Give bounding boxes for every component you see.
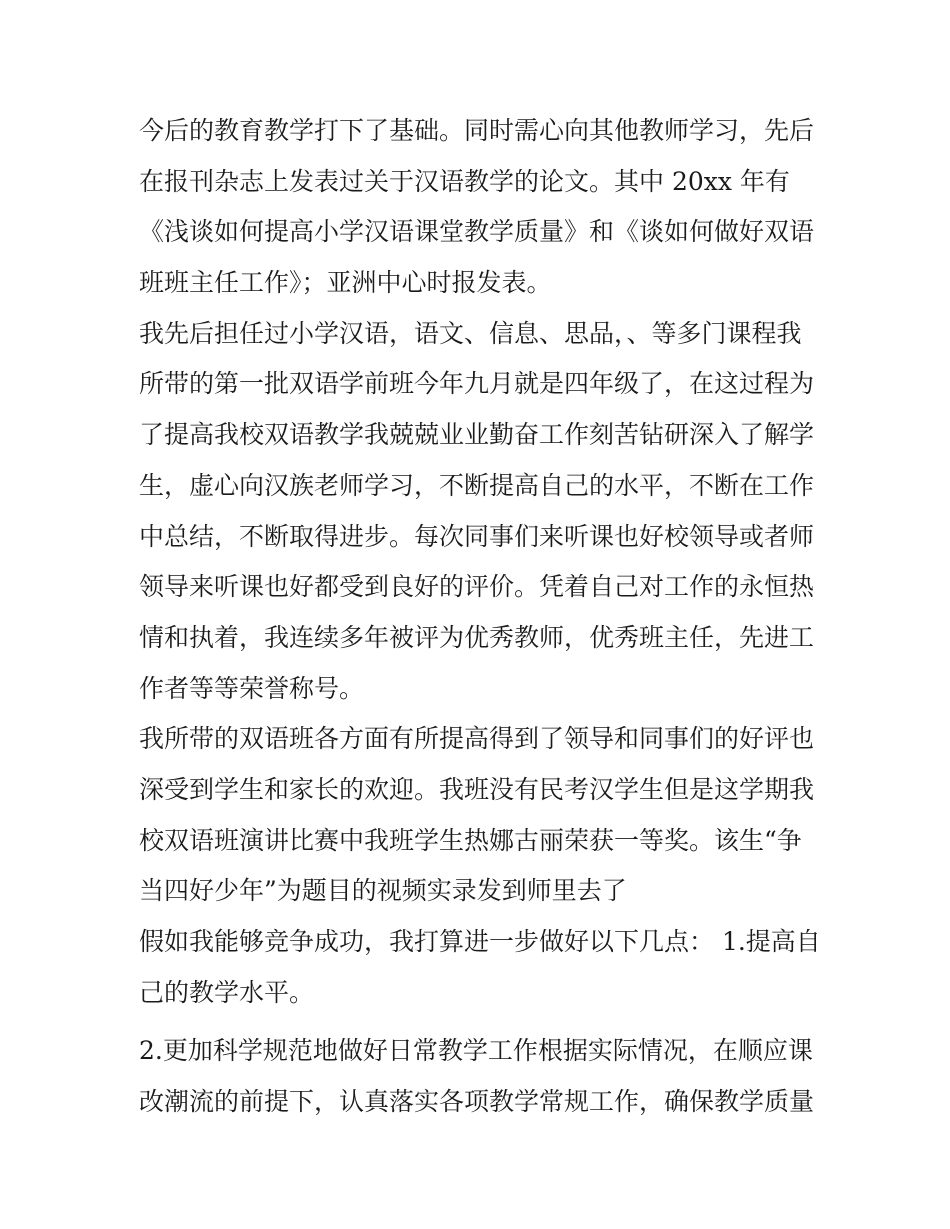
paragraph-2 [139, 309, 814, 715]
paragraph-1 [139, 106, 814, 309]
text-line: 今后的教育教学打下了基础。同时需心向其他教师学习，先后 [139, 116, 815, 145]
text-line: 班班主任工作》；亚洲中心时报发表。 [139, 268, 552, 298]
text-line: 领导来听课也好都受到良好的评价。凭着自己对工作的永恒热 [139, 572, 815, 602]
text-line: 假如我能够竞争成功，我打算进一步做好以下几点： 1.提高自 [139, 927, 821, 956]
text-line: 我所带的双语班各方面有所提高得到了领导和同事们的好评也 [139, 724, 815, 754]
text-line: 我先后担任过小学汉语，语文、信息、思品，、等多门课程我 [139, 318, 802, 348]
text-line: 情和执着，我连续多年被评为优秀教师，优秀班主任，先进工 [139, 622, 815, 652]
paragraph-4 [139, 917, 821, 1018]
paragraph-5 [139, 1026, 814, 1127]
text-line: 所带的第一批双语学前班今年九月就是四年级了，在这过程为 [139, 369, 815, 399]
text-line: 深受到学生和家长的欢迎。我班没有民考汉学生但是这学期我 [139, 774, 815, 804]
text-line: 己的教学水平。 [139, 977, 315, 1007]
text-line: 2.更加科学规范地做好日常教学工作根据实际情况，在顺应课 [139, 1036, 813, 1066]
document-body [139, 106, 821, 1128]
text-line: 《浅谈如何提高小学汉语课堂教学质量》和《谈如何做好双语 [139, 217, 815, 247]
text-line: 了提高我校双语教学我兢兢业业勤奋工作刻苦钻研深入了解学 [139, 420, 815, 450]
text-line: 校双语班演讲比赛中我班学生热娜古丽荣获一等奖。该生“争 [139, 825, 802, 855]
text-line: 中总结，不断取得进步。每次同事们来听课也好校领导或者师 [139, 521, 815, 551]
text-line: 在报刊杂志上发表过关于汉语教学的论文。其中 20xx 年有 [139, 166, 790, 196]
text-line: 生，虚心向汉族老师学习，不断提高自己的水平，不断在工作 [139, 470, 815, 500]
text-line: 当四好少年”为题目的视频实录发到师里去了 [139, 876, 627, 906]
paragraph-3 [139, 714, 814, 917]
text-line: 改潮流的前提下，认真落实各项教学常规工作，确保教学质量 [139, 1087, 815, 1117]
text-line: 作者等等荣誉称号。 [139, 673, 365, 703]
paragraph-spacer [139, 1018, 814, 1026]
